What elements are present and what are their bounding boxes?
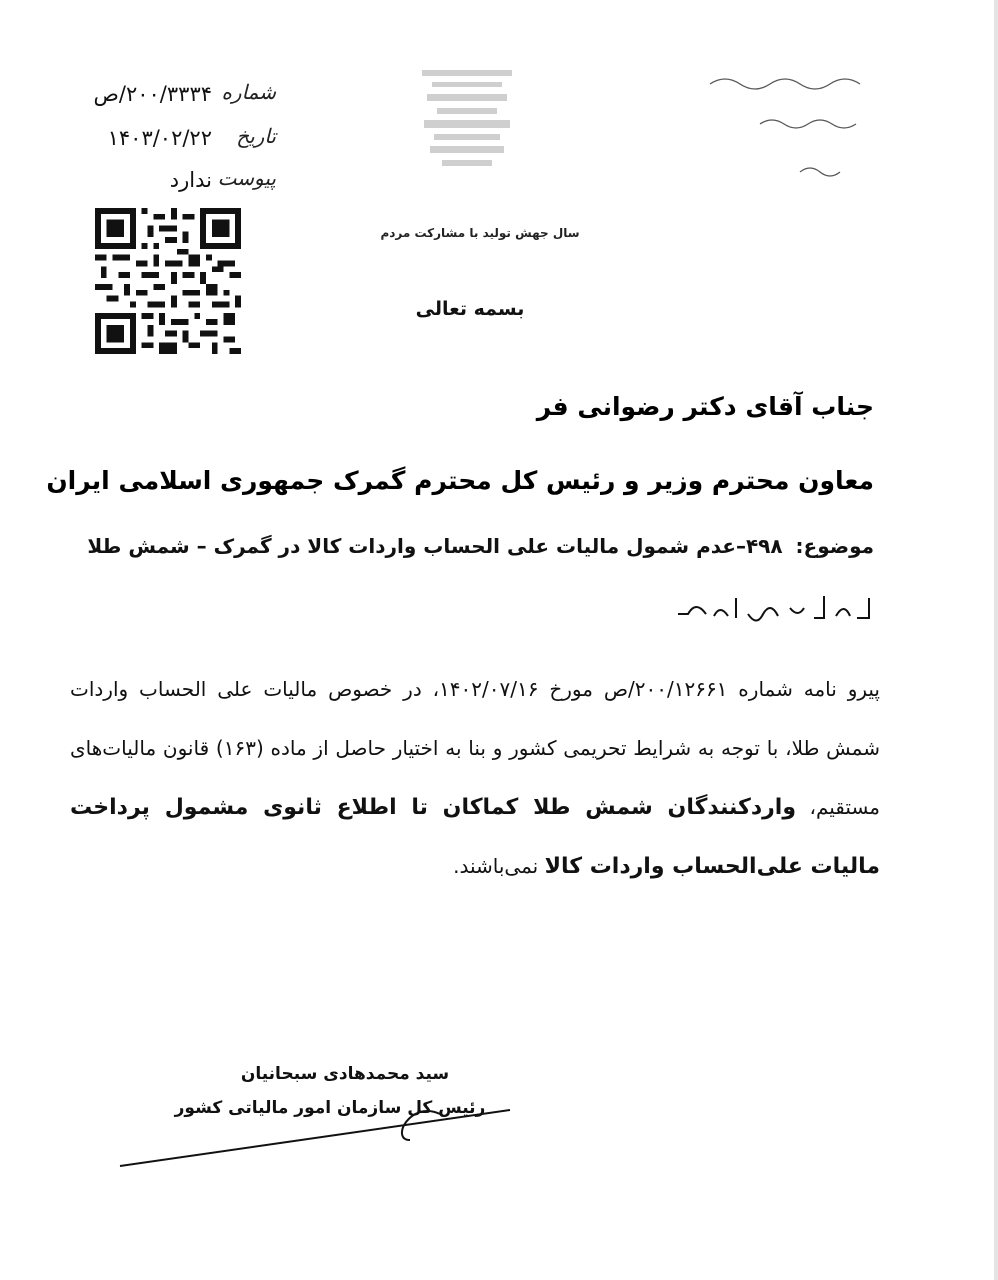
- attachment-value: ندارد: [169, 168, 212, 192]
- attachment-label: پیوست: [217, 166, 276, 190]
- year-slogan: سال جهش تولید با مشارکت مردم: [380, 226, 580, 240]
- body-part-1: پیرو نامه شماره ۲۰۰/۱۲۶۶۱/ص مورخ ۱۴۰۲/۰۷/۱۶، در خصوص مالیات علی الحساب واردات شمش طلا، با توجه به شرایط تحریمی کشور و بنا به اختیار حاصل از ماده (۱۶۳) قانون مالیات‌های مستقیم،: [70, 677, 881, 819]
- date-label: تاریخ: [236, 124, 276, 148]
- addressee-name: جناب آقای دکتر رضوانی فر: [536, 392, 874, 421]
- page-edge: [994, 0, 998, 1280]
- subject-text: ۴۹۸–عدم شمول مالیات علی الحساب واردات کالا در گمرک – شمش طلا: [87, 534, 783, 558]
- date-value: ۱۴۰۳/۰۲/۲۲: [107, 126, 212, 150]
- body-part-2: نمی‌باشند.: [453, 854, 539, 878]
- handwritten-note-icon: [700, 62, 910, 192]
- number-value: ۲۰۰/۳۳۳۴/ص: [93, 82, 212, 106]
- handwritten-signature-icon: [110, 1080, 530, 1180]
- letter-body: [70, 660, 880, 896]
- emblem-stamp-icon: [412, 62, 522, 182]
- signatory-title: رئیس کل سازمان امور مالیاتی کشور: [174, 1098, 486, 1118]
- subject-line: [81, 534, 874, 558]
- letter-date-row: [66, 124, 276, 158]
- number-label: شماره: [221, 80, 276, 104]
- letter-number-row: [66, 80, 276, 114]
- signatory-name: سید محمدهادی سبحانیان: [240, 1064, 450, 1084]
- addressee-title: معاون محترم وزیر و رئیس کل محترم گمرک جمهوری اسلامی ایران: [46, 466, 874, 495]
- letter-attachment-row: [66, 166, 276, 200]
- qr-code-icon: [88, 208, 248, 354]
- handwritten-greeting: [674, 588, 874, 628]
- bismillah-heading: بسمه تعالی: [415, 298, 525, 320]
- body-bold: واردکنندگان شمش طلا کماکان تا اطلاع ثانوی مشمول پرداخت مالیات علی‌الحساب واردات کالا: [70, 795, 880, 879]
- subject-label: موضوع:: [795, 534, 874, 558]
